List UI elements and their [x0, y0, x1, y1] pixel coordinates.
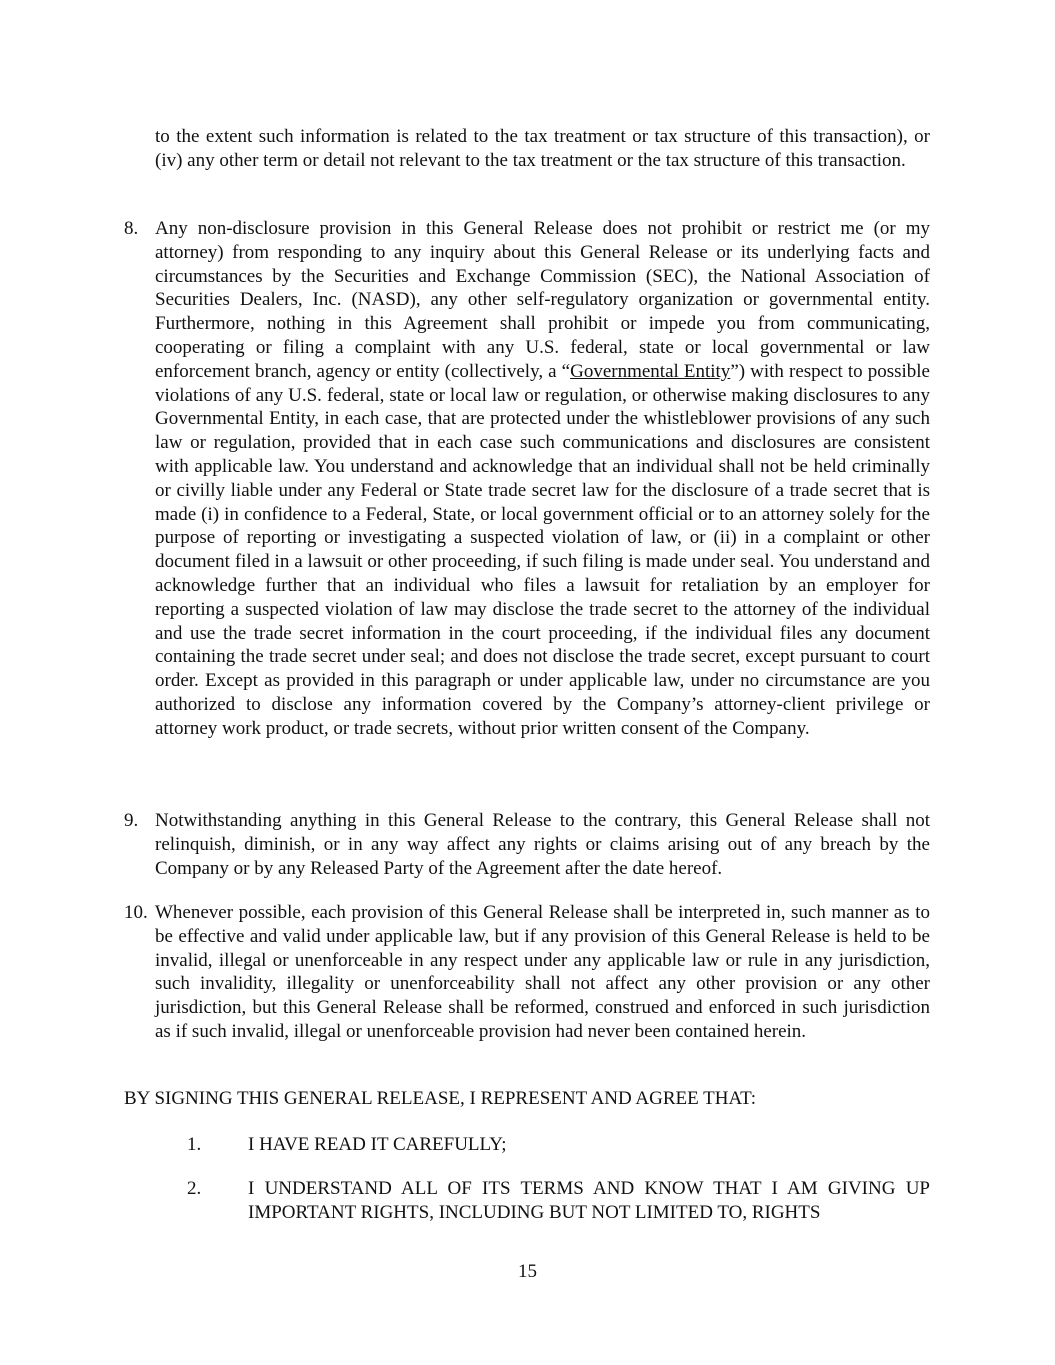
acknowledgement-2-text: I UNDERSTAND ALL OF ITS TERMS AND KNOW THAT I AM GIVING UP IMPORTANT RIGHTS, INCLUDING BUT NOT LIMITED TO, RIGHTS [248, 1178, 930, 1223]
acknowledgement-1-number: 1. [187, 1134, 202, 1155]
acknowledgement-2-number: 2. [187, 1178, 202, 1199]
section-8-text-after: ”) with respect to possible violations of any U.S. federal, state or local law or regulation, or otherwise making disclosures to any Governmental Entity, in each case, that are protected under the whistleblower provisions of any such law or regulation, provided that in each case such communications and disclosures are consistent with applicable law. You understand and acknowledge that an individual shall not be held criminally or civilly liable under any Federal or State trade secret law for the disclosure of a trade secret that is made (i) in confidence to a Federal, State, or local government official or to an attorney solely for the purpose of reporting or investigating a suspected violation of law, or (ii) in a complaint or other document filed in a lawsuit or other proceeding, if such filing is made under seal. You understand and acknowledge further that an individual who files a lawsuit for retaliation by an employer for reporting a suspected violation of law may disclose the trade secret to the attorney of the individual and use the trade secret information in the court proceeding, if the individual files any document containing the trade secret under seal; and does not disclose the trade secret, except pursuant to court order. Except as provided in this paragraph or under applicable law, under no circumstance are you authorized to disclose any information covered by the Company’s attorney-client privilege or attorney work product, or trade secrets, without prior written consent of the Company. [155, 360, 930, 739]
section-8-number: 8. [124, 218, 139, 239]
defined-term-governmental-entity: Governmental Entity [570, 360, 731, 382]
section-9-number: 9. [124, 810, 139, 831]
section-10-text: Whenever possible, each provision of this General Release shall be interpreted in, such manner as to be effective and valid under applicable law, but if any provision of this General Release is held to be invalid, illegal or unenforceable in any respect under any applicable law or rule in any jurisdiction, such invalidity, illegality or unenforceability shall not affect any other provision or any other jurisdiction, but this General Release shall be reformed, construed and enforced in such jurisdiction as if such invalid, illegal or unenforceable provision had never been contained herein. [155, 902, 930, 1042]
section-9-text: Notwithstanding anything in this General Release to the contrary, this General Release shall not relinquish, diminish, or in any way affect any rights or claims arising out of any breach by the Company or by any Released Party of the Agreement after the date hereof. [155, 810, 930, 879]
section-8-text-before: Any non-disclosure provision in this General Release does not prohibit or restrict me (or my attorney) from responding to any inquiry about this General Release or its underlying facts and circumstances by the Securities and Exchange Commission (SEC), the National Association of Securities Dealers, Inc. (NASD), any other self-regulatory organization or governmental entity. Furthermore, nothing in this Agreement shall prohibit or impede you from communicating, cooperating or filing a complaint with any U.S. federal, state or local governmental or law enforcement branch, agency or entity (collectively, a “ [155, 218, 930, 382]
continuation-paragraph: to the extent such information is related to the tax treatment or tax structure of this transaction), or (iv) any other term or detail not relevant to the tax treatment or the tax structure of this transaction. [155, 126, 930, 171]
representation-heading: BY SIGNING THIS GENERAL RELEASE, I REPRESENT AND AGREE THAT: [124, 1088, 757, 1109]
page-number: 15 [518, 1261, 537, 1282]
acknowledgement-1-text: I HAVE READ IT CAREFULLY; [248, 1134, 507, 1155]
section-10-number: 10. [124, 902, 148, 923]
section-8-text [155, 217, 930, 741]
